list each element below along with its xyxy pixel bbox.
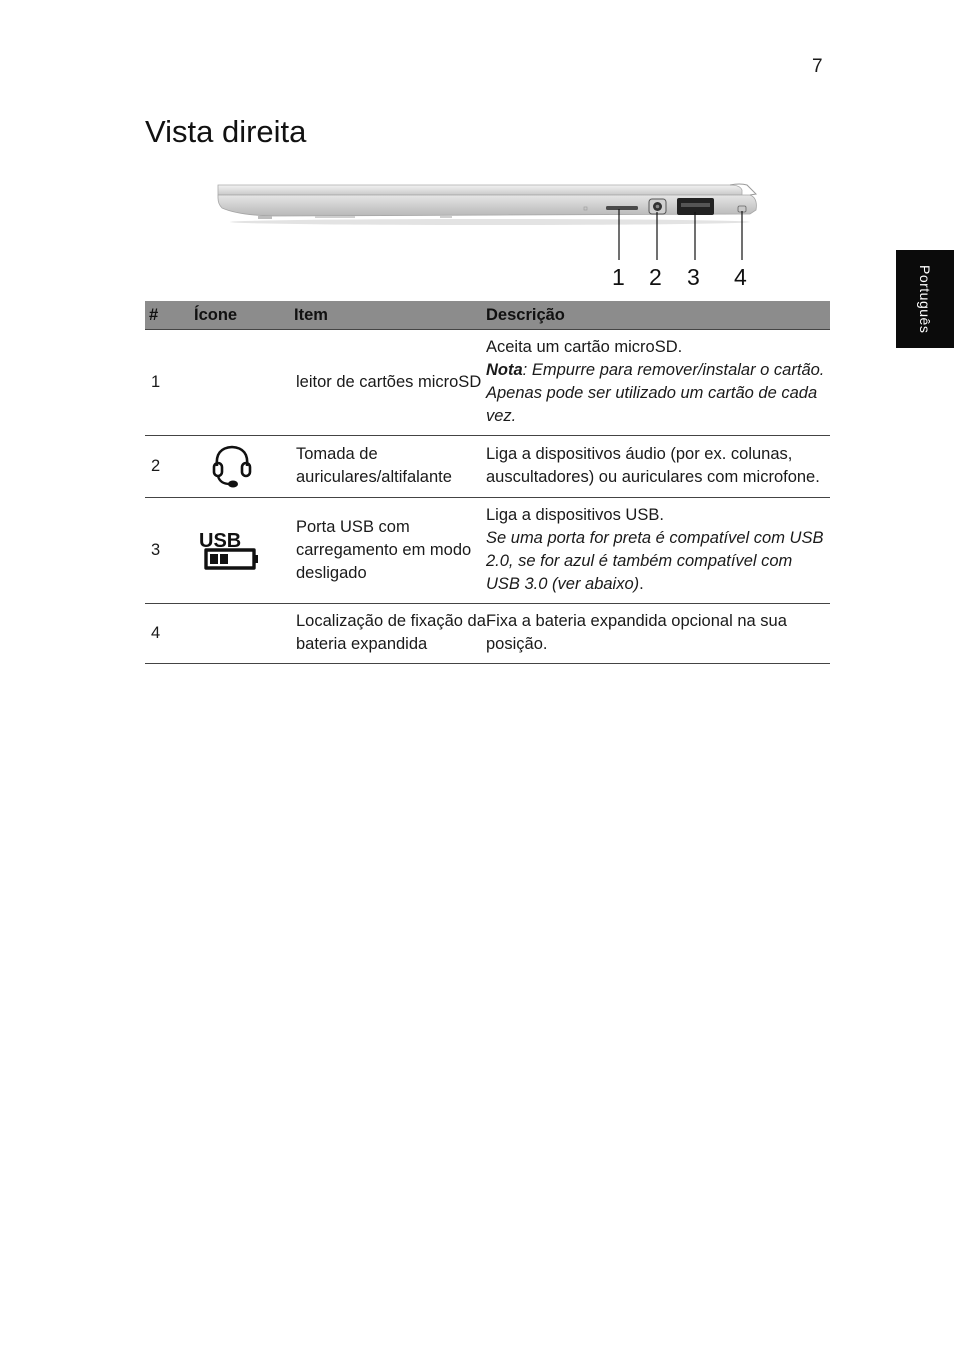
note-text: : Empurre para remover/instalar o cartão. [522,361,825,379]
header-description: Descrição [486,301,830,330]
table-header-row [145,301,830,330]
description-line: Liga a dispositivos USB. [486,506,664,524]
row-description [486,436,830,498]
row-item: leitor de cartões microSD [292,330,486,436]
callout-4: 4 [734,264,747,290]
header-icon: Ícone [194,301,292,330]
note-label: Nota [486,361,523,379]
row-description [486,330,830,436]
usb-charging-icon [196,528,262,572]
table-row [145,436,830,498]
row-number: 2 [145,436,194,498]
callout-1: 1 [612,264,625,290]
row-icon-cell [194,330,292,436]
ports-table [145,301,830,664]
table-row [145,604,830,664]
row-item: Localização de fixação da bateria expandida [292,604,486,664]
row-icon-cell [194,604,292,664]
language-tab [896,250,954,348]
description-line: Liga a dispositivos áudio (por ex. colunas, auscultadores) ou auriculares com microfone. [486,445,820,486]
row-number: 4 [145,604,194,664]
row-icon-cell [194,498,292,604]
usb-icon-text: USB [199,530,242,552]
headset-icon [210,442,254,490]
table-row [145,330,830,436]
description-period: . [639,575,644,593]
description-line: Apenas pode ser utilizado um cartão de cada vez. [486,384,818,425]
description-note [486,359,830,382]
row-number: 1 [145,330,194,436]
page-title: Vista direita [145,114,307,149]
description-line: Fixa a bateria expandida opcional na sua posição. [486,612,787,653]
description-line [486,527,830,596]
row-description [486,498,830,604]
language-tab-label: Português [917,264,933,334]
row-item: Tomada de auriculares/altifalante [292,436,486,498]
callout-3: 3 [687,264,700,290]
page-number: 7 [812,56,823,77]
callout-2: 2 [649,264,662,290]
row-number: 3 [145,498,194,604]
description-line: Aceita um cartão microSD. [486,338,683,356]
table-row [145,498,830,604]
description-italic: Se uma porta for preta é compatível com USB 2.0, se for azul é também compatível com USB 3.0 (ver abaixo) [486,529,824,593]
header-number: # [145,301,194,330]
row-item: Porta USB com carregamento em modo desligado [292,498,486,604]
laptop-right-side-illustration [210,176,770,266]
header-item: Item [292,301,486,330]
row-description [486,604,830,664]
row-icon-cell [194,436,292,498]
